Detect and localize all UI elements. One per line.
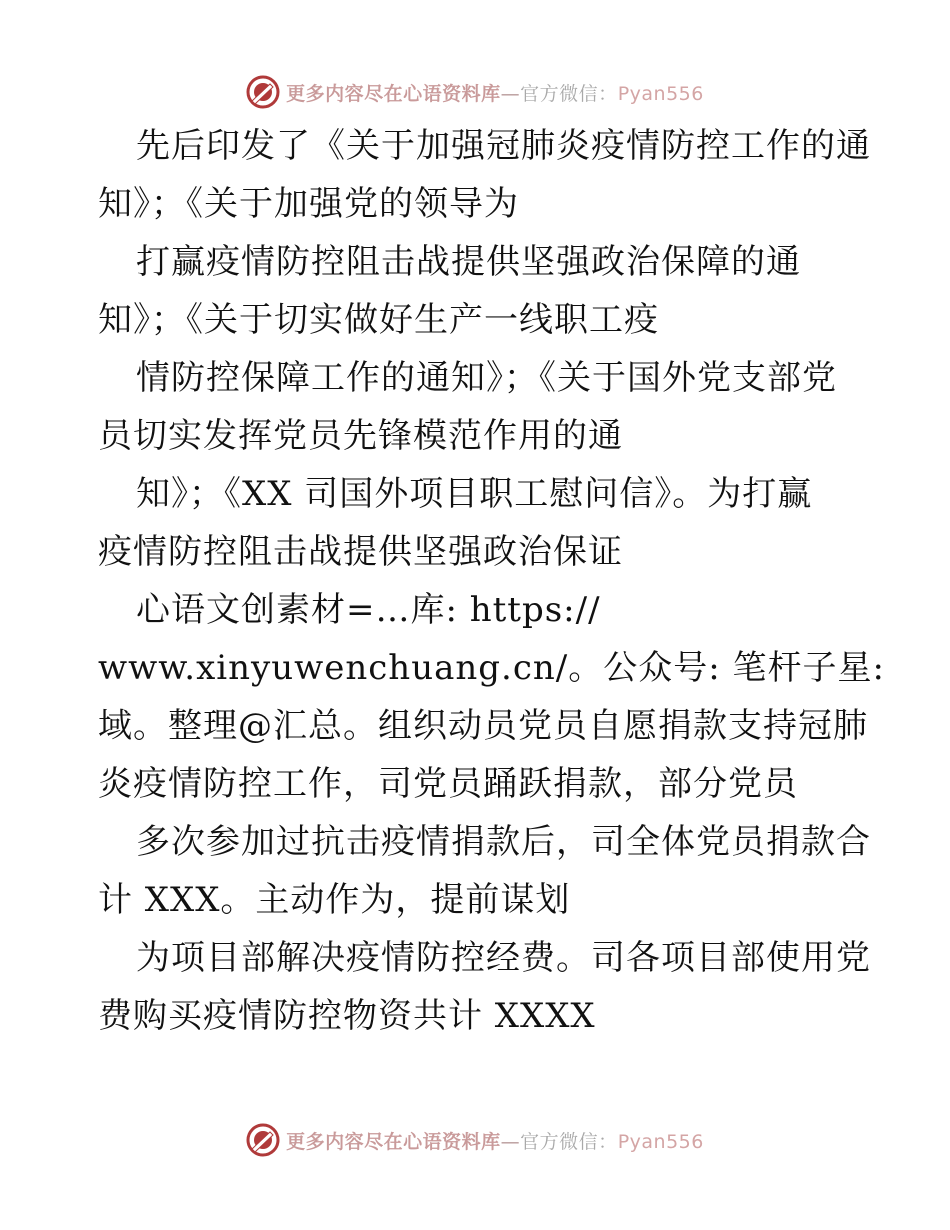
footer-banner <box>0 1120 950 1160</box>
banner-wechat-label: 官方微信： <box>520 1130 618 1153</box>
banner-wechat-id: Pyan556 <box>617 82 704 105</box>
document-line: 先后印发了《关于加强冠肺炎疫情防控工作的通 <box>136 126 871 166</box>
document-line: 多次参加过抗击疫情捐款后，司全体党员捐款合 <box>136 822 871 862</box>
document-line: 域。整理@汇总。组织动员党员自愿捐款支持冠肺 <box>98 706 868 746</box>
document-line: 疫情防控阻击战提供坚强政治保证 <box>98 532 623 572</box>
banner-main-text: 更多内容尽在心语资料库 <box>286 1130 501 1153</box>
brand-logo-icon <box>246 1123 280 1157</box>
footer-banner-inner <box>246 1123 704 1157</box>
document-line: 费购买疫情防控物资共计 XXXX <box>98 996 596 1036</box>
banner-dash: — <box>500 82 521 105</box>
document-line: 员切实发挥党员先锋模范作用的通 <box>98 416 623 456</box>
document-line: 炎疫情防控工作，司党员踊跃捐款，部分党员 <box>98 764 798 804</box>
banner-wechat-label: 官方微信： <box>520 82 618 105</box>
header-banner-text <box>286 79 704 106</box>
document-line: 计 XXX。主动作为，提前谋划 <box>98 880 571 920</box>
document-line: 知》；《XX 司国外项目职工慰问信》。为打赢 <box>136 474 813 514</box>
document-line: 知》；《关于切实做好生产一线职工疫 <box>98 300 659 340</box>
document-line: www.xinyuwenchuang.cn/。公众号: 笔杆子星: <box>98 648 885 688</box>
header-banner <box>0 72 950 112</box>
document-line: 打赢疫情防控阻击战提供坚强政治保障的通 <box>136 242 801 282</box>
document-line: 为项目部解决疫情防控经费。司各项目部使用党 <box>136 938 871 978</box>
document-line: 知》；《关于加强党的领导为 <box>98 184 519 224</box>
banner-wechat-id: Pyan556 <box>617 1130 704 1153</box>
brand-logo-icon <box>246 75 280 109</box>
banner-dash: — <box>500 1130 521 1153</box>
footer-banner-text <box>286 1127 704 1154</box>
document-line: 情防控保障工作的通知》；《关于国外党支部党 <box>136 358 837 398</box>
header-banner-inner <box>246 75 704 109</box>
banner-main-text: 更多内容尽在心语资料库 <box>286 82 501 105</box>
document-line: 心语文创素材=…库: https:// <box>136 590 601 630</box>
